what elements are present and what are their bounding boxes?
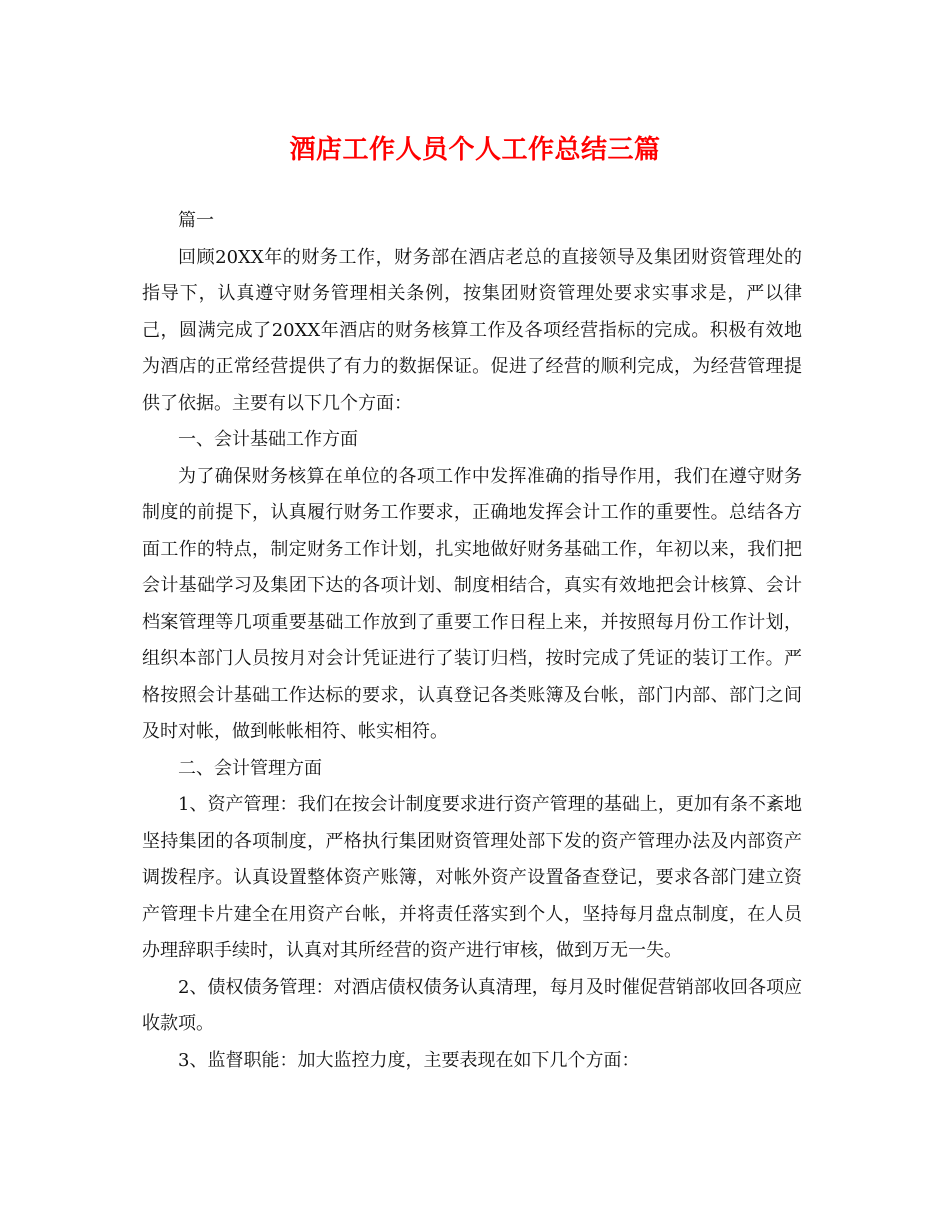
- paragraph-debt-management: 2、债权债务管理：对酒店债权债务认真清理，每月及时催促营销部收回各项应收款项。: [142, 976, 802, 1034]
- paragraph-asset-management: 1、资产管理：我们在按会计制度要求进行资产管理的基础上，更加有条不紊地坚持集团的各项制度，严格执行集团财资管理处部下发的资产管理办法及内部资产调拨程序。认真设置整体资产账簿，对帐外资产设置备查登记，要求各部门建立资产管理卡片建全在用资产台帐，并将责任落实到个人，坚持每月盘点制度，在人员办理辞职手续时，认真对其所经营的资产进行审核，做到万无一失。: [142, 794, 802, 961]
- paragraph-review: 回顾20XX年的财务工作，财务部在酒店老总的直接领导及集团财资管理处的指导下，认真遵守财务管理相关条例，按集团财资管理处要求实事求是，严以律己，圆满完成了20XX年酒店的财务核算工作及各项经营指标的完成。积极有效地为酒店的正常经营提供了有力的数据保证。促进了经营的顺利完成，为经营管理提供了依据。主要有以下几个方面：: [142, 246, 802, 414]
- document-title: 酒店工作人员个人工作总结三篇: [289, 135, 661, 165]
- paragraph-accounting-basics: 为了确保财务核算在单位的各项工作中发挥准确的指导作用，我们在遵守财务制度的前提下，认真履行财务工作要求，正确地发挥会计工作的重要性。总结各方面工作的特点，制定财务工作计划，扎实地做好财务基础工作，年初以来，我们把会计基础学习及集团下达的各项计划、制度相结合，真实有效地把会计核算、会计档案管理等几项重要基础工作放到了重要工作日程上来，并按照每月份工作计划，组织本部门人员按月对会计凭证进行了装订归档，按时完成了凭证的装订工作。严格按照会计基础工作达标的要求，认真登记各类账簿及台帐，部门内部、部门之间及时对帐，做到帐帐相符、帐实相符。: [142, 465, 802, 742]
- heading-accounting-basics: 一、会计基础工作方面: [178, 429, 358, 450]
- paragraph-section-label: 篇一: [178, 210, 214, 231]
- document-body: [142, 203, 802, 1079]
- paragraph-supervision: 3、监督职能：加大监控力度，主要表现在如下几个方面：: [178, 1049, 640, 1071]
- heading-accounting-management: 二、会计管理方面: [178, 757, 322, 779]
